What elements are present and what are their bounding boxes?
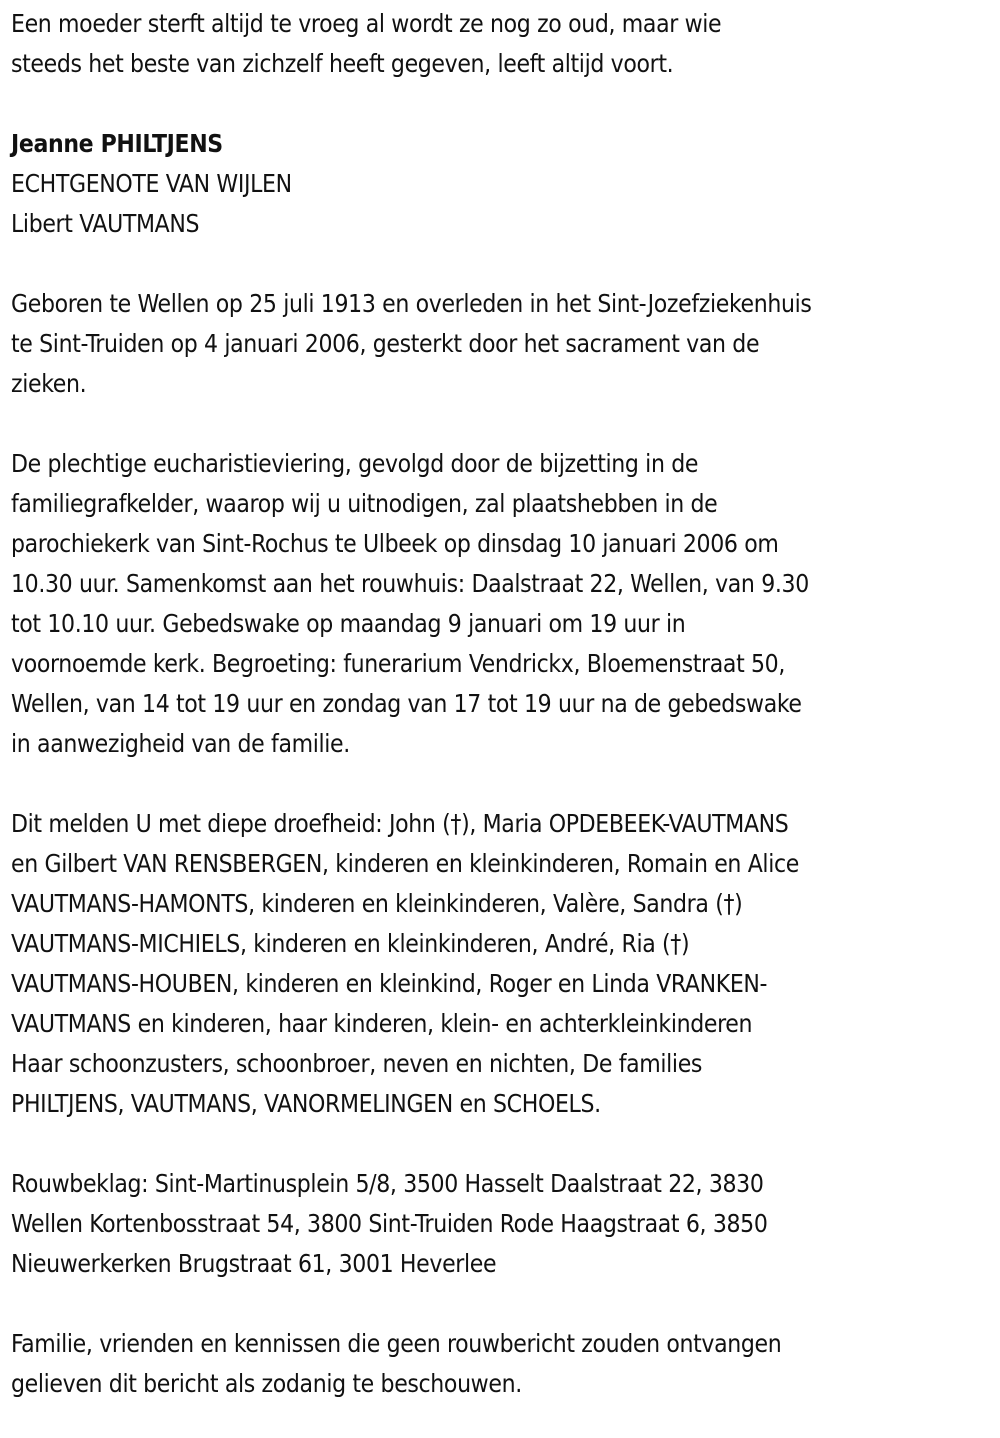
text-line: Nieuwerkerken Brugstraat 61, 3001 Heverlee	[11, 1249, 497, 1278]
text-line: zieken.	[11, 369, 87, 398]
text-line: VAUTMANS-HAMONTS, kinderen en kleinkinderen, Valère, Sandra (†)	[11, 889, 743, 918]
text-line: Wellen Kortenbosstraat 54, 3800 Sint-Truiden Rode Haagstraat 6, 3850	[11, 1209, 768, 1238]
text-line: voornoemde kerk. Begroeting: funerarium Vendrickx, Bloemenstraat 50,	[11, 649, 785, 678]
text-line: parochiekerk van Sint-Rochus te Ulbeek op dinsdag 10 januari 2006 om	[11, 529, 779, 558]
text-line: in aanwezigheid van de familie.	[11, 729, 350, 758]
birth-death-paragraph	[11, 284, 996, 404]
text-line: VAUTMANS-MICHIELS, kinderen en kleinkinderen, André, Ria (†)	[11, 929, 690, 958]
spouse-name: Libert VAUTMANS	[11, 209, 200, 238]
opening-quote	[11, 4, 996, 84]
text-line: Familie, vrienden en kennissen die geen rouwbericht zouden ontvangen	[11, 1329, 782, 1358]
text-line: Haar schoonzusters, schoonbroer, neven en nichten, De families	[11, 1049, 703, 1078]
text-line: Wellen, van 14 tot 19 uur en zondag van 17 tot 19 uur na de gebedswake	[11, 689, 802, 718]
closing-paragraph	[11, 1324, 996, 1404]
text-line: VAUTMANS en kinderen, haar kinderen, klein- en achterkleinkinderen	[11, 1009, 753, 1038]
text-line: en Gilbert VAN RENSBERGEN, kinderen en kleinkinderen, Romain en Alice	[11, 849, 799, 878]
text-line: tot 10.10 uur. Gebedswake op maandag 9 januari om 19 uur in	[11, 609, 686, 638]
condolence-addresses	[11, 1164, 996, 1284]
text-line: te Sint-Truiden op 4 januari 2006, gesterkt door het sacrament van de	[11, 329, 760, 358]
text-line: Rouwbeklag: Sint-Martinusplein 5/8, 3500 Hasselt Daalstraat 22, 3830	[11, 1169, 764, 1198]
ceremony-paragraph	[11, 444, 996, 764]
text-line: Dit melden U met diepe droefheid: John (†), Maria OPDEBEEK-VAUTMANS	[11, 809, 789, 838]
deceased-block	[11, 124, 996, 244]
text-line: 10.30 uur. Samenkomst aan het rouwhuis: Daalstraat 22, Wellen, van 9.30	[11, 569, 809, 598]
relation-label: ECHTGENOTE VAN WIJLEN	[11, 169, 292, 198]
family-paragraph	[11, 804, 996, 1124]
text-line: PHILTJENS, VAUTMANS, VANORMELINGEN en SCHOELS.	[11, 1089, 601, 1118]
text-line: familiegrafkelder, waarop wij u uitnodigen, zal plaatshebben in de	[11, 489, 718, 518]
quote-line: steeds het beste van zichzelf heeft gegeven, leeft altijd voort.	[11, 49, 674, 78]
quote-line: Een moeder sterft altijd te vroeg al wordt ze nog zo oud, maar wie	[11, 9, 722, 38]
text-line: Geboren te Wellen op 25 juli 1913 en overleden in het Sint-Jozefziekenhuis	[11, 289, 812, 318]
text-line: VAUTMANS-HOUBEN, kinderen en kleinkind, Roger en Linda VRANKEN-	[11, 969, 768, 998]
text-line: De plechtige eucharistieviering, gevolgd door de bijzetting in de	[11, 449, 699, 478]
deceased-name: Jeanne PHILTJENS	[11, 129, 223, 158]
text-line: gelieven dit bericht als zodanig te beschouwen.	[11, 1369, 522, 1398]
